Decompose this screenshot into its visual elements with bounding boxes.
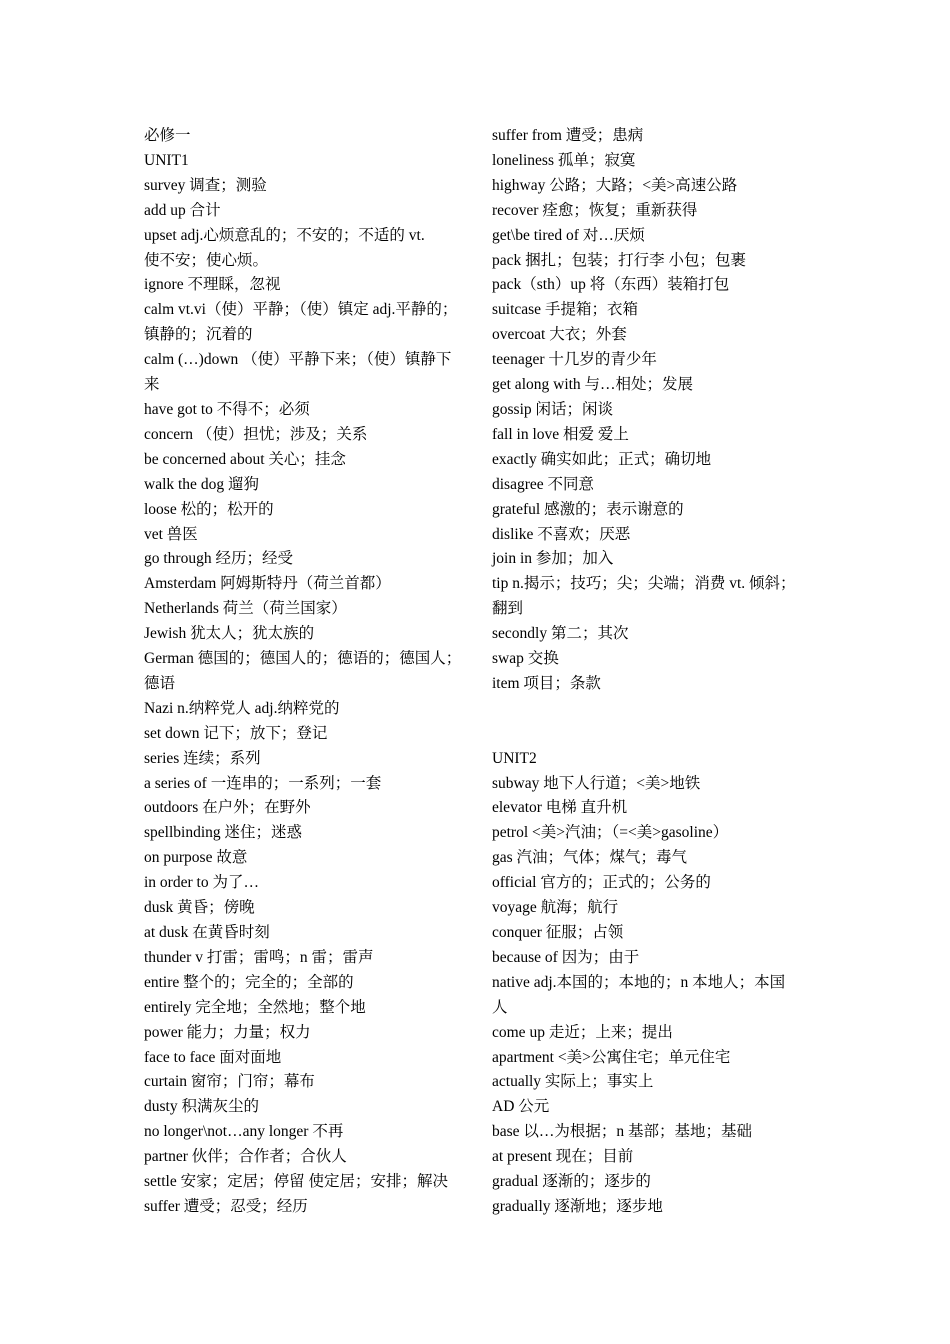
vocab-line: suitcase 手提箱；衣箱	[492, 301, 638, 319]
vocab-line: vet 兽医	[144, 525, 198, 543]
vocab-line: add up 合计	[144, 201, 221, 219]
vocab-line: 德语	[144, 674, 176, 692]
vocab-line: get along with 与…相处；发展	[492, 376, 694, 394]
vocab-line: gradual 逐渐的；逐步的	[492, 1173, 651, 1191]
vocab-line: spellbinding 迷住；迷惑	[144, 824, 303, 842]
vocab-line: because of 因为；由于	[492, 948, 640, 966]
vocab-line: 人	[492, 998, 508, 1016]
vocab-line: suffer 遭受；忍受；经历	[144, 1197, 308, 1215]
vocab-line: power 能力；力量；权力	[144, 1023, 311, 1041]
vocab-line: swap 交换	[492, 650, 559, 668]
vocab-line: 镇静的；沉着的	[144, 326, 253, 344]
section-heading: UNIT2	[492, 749, 537, 767]
vocab-line: pack（sth）up 将（东西）装箱打包	[492, 276, 730, 294]
vocab-line: have got to 不得不；必须	[144, 400, 310, 418]
vocab-line: walk the dog 遛狗	[144, 475, 259, 493]
vocab-line: highway 公路；大路；<美>高速公路	[492, 176, 738, 194]
vocab-line: actually 实际上；事实上	[492, 1073, 654, 1091]
vocab-line: be concerned about 关心；挂念	[144, 450, 346, 468]
vocab-line: face to face 面对面地	[144, 1048, 282, 1066]
vocab-line: concern （使）担忧；涉及；关系	[144, 425, 368, 443]
vocab-line: fall in love 相爱 爱上	[492, 425, 629, 443]
vocab-line: get\be tired of 对…厌烦	[492, 226, 645, 244]
vocab-line: voyage 航海；航行	[492, 899, 619, 917]
vocab-line: AD 公元	[492, 1098, 550, 1116]
vocab-line: set down 记下；放下；登记	[144, 724, 328, 742]
vocab-line: subway 地下人行道；<美>地铁	[492, 774, 701, 792]
vocab-line: outdoors 在户外；在野外	[144, 799, 311, 817]
vocab-line: settle 安家；定居；停留 使定居；安排；解决	[144, 1173, 448, 1191]
vocab-line: German 德国的；德国人的；德语的；德国人；	[144, 650, 462, 668]
vocab-line: conquer 征服；占领	[492, 923, 624, 941]
vocab-line	[492, 697, 814, 722]
vocab-line: pack 捆扎；包装；打行李 小包；包裹	[492, 251, 747, 269]
left-column	[144, 124, 470, 1220]
vocab-line: loose 松的；松开的	[144, 500, 274, 518]
vocab-line: gas 汽油；气体；煤气；毒气	[492, 849, 688, 867]
vocab-line: Nazi n.纳粹党人 adj.纳粹党的	[144, 699, 340, 717]
vocab-line: recover 痊愈；恢复；重新获得	[492, 201, 698, 219]
vocab-line: official 官方的；正式的；公务的	[492, 874, 711, 892]
vocab-line: petrol <美>汽油；（=<美>gasoline）	[492, 824, 729, 842]
vocab-line: loneliness 孤单；寂寞	[492, 151, 636, 169]
vocab-line: at present 现在；目前	[492, 1148, 634, 1166]
vocab-line: dusty 积满灰尘的	[144, 1098, 259, 1116]
vocab-line: native adj.本国的；本地的；n 本地人；本国	[492, 973, 786, 991]
vocab-line: gossip 闲话；闲谈	[492, 400, 613, 418]
vocab-line: 使不安；使心烦。	[144, 251, 269, 269]
vocab-line: thunder v 打雷；雷鸣；n 雷；雷声	[144, 948, 374, 966]
vocab-line: tip n.揭示；技巧；尖；尖端；消费 vt. 倾斜；	[492, 575, 796, 593]
vocab-line: disagree 不同意	[492, 475, 595, 493]
vocab-line: at dusk 在黄昏时刻	[144, 924, 270, 941]
vocab-line: exactly 确实如此；正式；确切地	[492, 450, 712, 468]
vocab-line: suffer from 遭受；患病	[492, 127, 644, 144]
vocab-line: 来	[144, 376, 160, 394]
vocab-line: entire 整个的；完全的；全部的	[144, 973, 354, 991]
right-column	[492, 124, 814, 1220]
vocab-line: apartment <美>公寓住宅；单元住宅	[492, 1048, 731, 1066]
section-heading: UNIT1	[144, 151, 189, 169]
vocab-line: curtain 窗帘；门帘；幕布	[144, 1073, 315, 1091]
vocab-line: Netherlands 荷兰（荷兰国家）	[144, 600, 347, 618]
vocab-line: Jewish 犹太人；犹太族的	[144, 625, 315, 643]
vocab-line: in order to 为了…	[144, 874, 259, 892]
vocab-line: entirely 完全地；全然地；整个地	[144, 998, 366, 1016]
vocab-line: 翻到	[492, 600, 524, 618]
vocab-line: ignore 不理睬，忽视	[144, 276, 281, 294]
vocab-line: gradually 逐渐地；逐步地	[492, 1197, 663, 1215]
vocab-line: come up 走近；上来；提出	[492, 1023, 673, 1041]
vocab-line: overcoat 大衣；外套	[492, 326, 627, 344]
vocab-line: grateful 感激的；表示谢意的	[492, 500, 684, 518]
vocab-line: a series of 一连串的；一系列；一套	[144, 774, 382, 792]
vocab-line: on purpose 故意	[144, 849, 248, 867]
vocab-line	[492, 722, 814, 747]
vocab-line: partner 伙伴；合作者；合伙人	[144, 1148, 347, 1166]
vocab-line: survey 调查；测验	[144, 176, 267, 194]
vocab-line: Amsterdam 阿姆斯特丹（荷兰首都）	[144, 575, 391, 593]
vocab-line: upset adj.心烦意乱的；不安的；不适的 vt.	[144, 226, 425, 244]
vocab-line: join in 参加；加入	[492, 550, 614, 568]
vocab-line: dislike 不喜欢；厌恶	[492, 525, 631, 543]
vocab-line: secondly 第二；其次	[492, 625, 629, 643]
vocab-line: teenager 十几岁的青少年	[492, 351, 657, 369]
vocab-line: elevator 电梯 直升机	[492, 799, 628, 817]
section-heading: 必修一	[144, 127, 191, 144]
vocab-line: base 以…为根据；n 基部；基地；基础	[492, 1123, 753, 1141]
vocab-line: dusk 黄昏；傍晚	[144, 899, 255, 917]
vocab-line: no longer\not…any longer 不再	[144, 1123, 344, 1141]
vocab-line: go through 经历；经受	[144, 550, 293, 568]
vocab-line: item 项目；条款	[492, 674, 601, 692]
vocab-line: calm (…)down （使）平静下来；（使）镇静下	[144, 351, 452, 369]
vocab-line: calm vt.vi（使）平静；（使）镇定 adj.平静的；	[144, 301, 458, 319]
vocab-line: series 连续；系列	[144, 749, 261, 767]
